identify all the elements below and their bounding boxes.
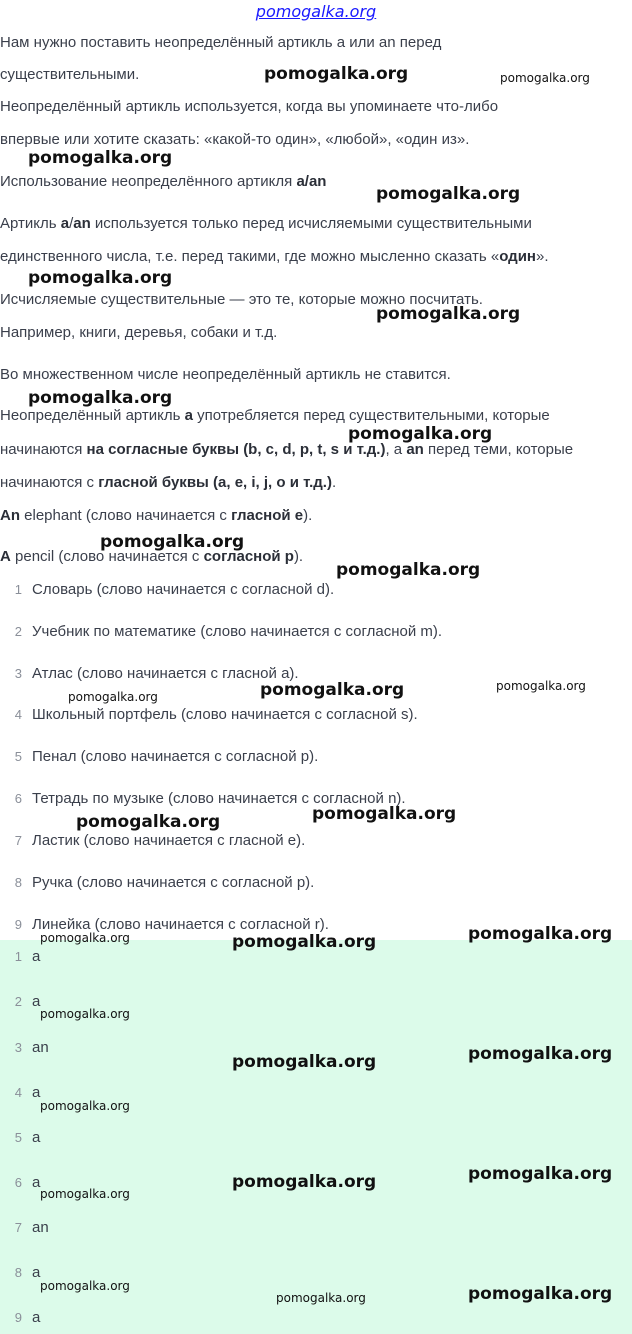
usage-p4-line2: начинаются на согласные буквы (b, c, d, p, t, s и т.д.), а an перед теми, которые xyxy=(0,441,574,458)
watermark: pomogalka.org xyxy=(28,388,173,408)
watermark: pomogalka.org xyxy=(232,932,377,952)
watermark: pomogalka.org xyxy=(232,1052,377,1072)
watermark: pomogalka.org xyxy=(40,1279,130,1293)
list-item: 4 Школьный портфель (слово начинается с согласной s). xyxy=(14,706,418,723)
usage-p4-line1: Неопределённый артикль a употребляется перед существительными, которые xyxy=(0,407,550,424)
watermark: pomogalka.org xyxy=(28,268,173,288)
watermark: pomogalka.org xyxy=(40,1187,130,1201)
watermark: pomogalka.org xyxy=(264,64,409,84)
answer-item: 8 a xyxy=(14,1264,41,1281)
usage-p2-line2: Например, книги, деревья, собаки и т.д. xyxy=(0,324,278,341)
usage-p2-line1: Исчисляемые существительные — это те, которые можно посчитать. xyxy=(0,291,483,308)
list-item: 9 Линейка (слово начинается с согласной r). xyxy=(14,916,329,933)
watermark: pomogalka.org xyxy=(40,931,130,945)
watermark: pomogalka.org xyxy=(496,679,586,693)
watermark: pomogalka.org xyxy=(348,424,493,444)
watermark: pomogalka.org xyxy=(376,184,521,204)
site-header-link[interactable]: pomogalka.org xyxy=(255,2,377,21)
watermark: pomogalka.org xyxy=(468,1044,613,1064)
watermark: pomogalka.org xyxy=(468,924,613,944)
watermark: pomogalka.org xyxy=(68,690,158,704)
usage-p4-line3: начинаются с гласной буквы (a, e, i, j, o и т.д.). xyxy=(0,474,337,491)
watermark: pomogalka.org xyxy=(276,1291,366,1305)
usage-p3: Во множественном числе неопределённый артикль не ставится. xyxy=(0,366,451,383)
watermark: pomogalka.org xyxy=(500,71,590,85)
usage-p1-line1: Артикль a/an используется только перед исчисляемыми существительными xyxy=(0,215,532,232)
watermark: pomogalka.org xyxy=(232,1172,377,1192)
usage-p1-line2: единственного числа, т.е. перед такими, где можно мысленно сказать «один». xyxy=(0,248,549,265)
watermark: pomogalka.org xyxy=(28,148,173,168)
watermark: pomogalka.org xyxy=(468,1284,613,1304)
watermark: pomogalka.org xyxy=(100,532,245,552)
list-item: 6 Тетрадь по музыке (слово начинается с согласной n). xyxy=(14,790,406,807)
intro-line-3: Неопределённый артикль используется, когда вы упоминаете что-либо xyxy=(0,98,499,115)
watermark: pomogalka.org xyxy=(40,1099,130,1113)
answer-item: 2 a xyxy=(14,993,41,1010)
answer-item: 3 an xyxy=(14,1039,49,1056)
usage-heading: Использование неопределённого артикля a/an xyxy=(0,173,327,190)
list-item: 5 Пенал (слово начинается с согласной p). xyxy=(14,748,319,765)
answer-item: 6 a xyxy=(14,1174,41,1191)
answer-item: 1 a xyxy=(14,948,41,965)
intro-line-4: впервые или хотите сказать: «какой-то один», «любой», «один из». xyxy=(0,131,470,148)
list-item: 7 Ластик (слово начинается с гласной e). xyxy=(14,832,306,849)
list-item: 2 Учебник по математике (слово начинается с согласной m). xyxy=(14,623,443,640)
list-item: 3 Атлас (слово начинается с гласной a). xyxy=(14,665,299,682)
watermark: pomogalka.org xyxy=(76,812,221,832)
intro-line-1: Нам нужно поставить неопределённый артикль a или an перед xyxy=(0,34,442,51)
list-item: 8 Ручка (слово начинается с согласной p). xyxy=(14,874,315,891)
watermark: pomogalka.org xyxy=(260,680,405,700)
answer-item: 5 a xyxy=(14,1129,41,1146)
answer-item: 9 a xyxy=(14,1309,41,1326)
watermark: pomogalka.org xyxy=(40,1007,130,1021)
watermark: pomogalka.org xyxy=(376,304,521,324)
watermark: pomogalka.org xyxy=(336,560,481,580)
example-elephant: An elephant (слово начинается с гласной e). xyxy=(0,507,313,524)
list-item: 1 Словарь (слово начинается с согласной d). xyxy=(14,581,335,598)
answer-item: 4 a xyxy=(14,1084,41,1101)
intro-line-2: существительными. xyxy=(0,66,140,83)
watermark: pomogalka.org xyxy=(468,1164,613,1184)
watermark: pomogalka.org xyxy=(312,804,457,824)
answer-item: 7 an xyxy=(14,1219,49,1236)
example-pencil: A pencil (слово начинается с согласной p). xyxy=(0,548,304,565)
